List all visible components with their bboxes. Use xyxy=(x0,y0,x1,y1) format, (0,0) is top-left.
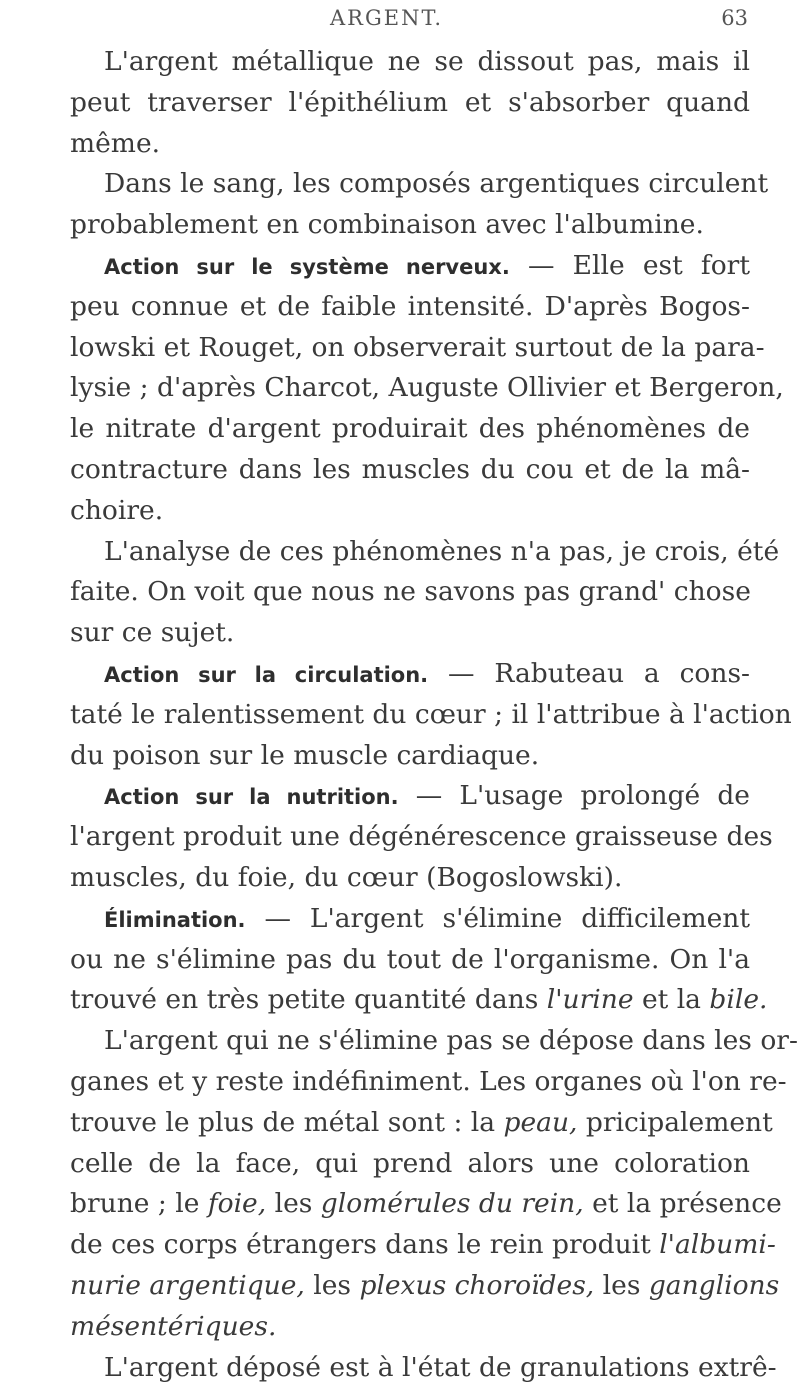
italic-term: plexus choroïdes, xyxy=(359,1270,594,1301)
line-text: peu connue et de faible intensité. D'après Bogos- xyxy=(70,291,750,322)
page-header xyxy=(0,6,800,36)
text-line xyxy=(70,817,750,858)
line-text: — L'usage prolongé de xyxy=(399,780,750,811)
line-text: celle de la face, qui prend alors une coloration xyxy=(70,1148,750,1179)
text-line xyxy=(70,124,750,165)
text-line xyxy=(70,164,750,205)
line-text: L'argent déposé est à l'état de granulations extrê- xyxy=(104,1352,777,1383)
text-line xyxy=(70,42,750,83)
section-heading: Action sur la circulation. xyxy=(104,663,428,687)
text-line xyxy=(70,450,750,491)
line-text: les xyxy=(266,1188,321,1219)
line-text: trouvé en très petite quantité dans xyxy=(70,984,547,1015)
italic-term: ganglions xyxy=(649,1270,779,1301)
text-line xyxy=(70,328,750,369)
text-line xyxy=(70,776,750,817)
line-text: même. xyxy=(70,128,160,159)
text-line xyxy=(70,1103,750,1144)
line-text: trouve le plus de métal sont : la xyxy=(70,1107,504,1138)
line-text: peut traverser l'épithélium et s'absorber quand xyxy=(70,87,750,118)
text-line xyxy=(70,572,750,613)
text-line xyxy=(70,1062,750,1103)
text-line xyxy=(70,1184,750,1225)
text-line xyxy=(70,532,750,573)
italic-term: l'urine xyxy=(547,984,634,1015)
line-text: L'argent qui ne s'élimine pas se dépose dans les or- xyxy=(104,1025,798,1056)
section-heading: Action sur le système nerveux. xyxy=(104,255,510,279)
italic-term: bile. xyxy=(709,984,767,1015)
line-text: probablement en combinaison avec l'albumine. xyxy=(70,209,704,240)
line-text: muscles, du foie, du cœur (Bogoslowski). xyxy=(70,862,622,893)
text-line xyxy=(70,695,750,736)
line-text: les xyxy=(594,1270,649,1301)
line-text: lowski et Rouget, on observerait surtout de la para- xyxy=(70,332,765,363)
line-text: — Elle est fort xyxy=(510,250,750,281)
text-line xyxy=(70,1307,750,1348)
line-text: et la présence xyxy=(584,1188,782,1219)
text-line xyxy=(70,1225,750,1266)
line-text: choire. xyxy=(70,495,163,526)
text-line xyxy=(70,1144,750,1185)
section-heading: Élimination. xyxy=(104,908,246,932)
italic-term: foie, xyxy=(208,1188,266,1219)
line-text: Dans le sang, les composés argentiques circulent xyxy=(104,168,768,199)
text-line xyxy=(70,940,750,981)
line-text: — Rabuteau a cons- xyxy=(428,658,750,689)
text-line xyxy=(70,1266,750,1307)
line-text: L'analyse de ces phénomènes n'a pas, je crois, été xyxy=(104,536,779,567)
italic-term: nurie argentique, xyxy=(70,1270,305,1301)
line-text: L'argent métallique ne se dissout pas, mais il xyxy=(104,46,750,77)
line-text: contracture dans les muscles du cou et de la mâ- xyxy=(70,454,750,485)
line-text: faite. On voit que nous ne savons pas grand' chose xyxy=(70,576,751,607)
running-title: ARGENT. xyxy=(330,6,443,30)
line-text: — L'argent s'élimine difficilement xyxy=(246,903,750,934)
line-text: les xyxy=(305,1270,360,1301)
text-line xyxy=(70,287,750,328)
body-text xyxy=(70,42,750,1388)
page-number: 63 xyxy=(721,6,748,30)
text-line xyxy=(70,409,750,450)
text-line xyxy=(70,83,750,124)
italic-term: l'albumi- xyxy=(659,1229,776,1260)
line-text: pricipalement xyxy=(577,1107,772,1138)
line-text: ou ne s'élimine pas du tout de l'organisme. On l'a xyxy=(70,944,750,975)
text-line xyxy=(70,654,750,695)
line-text: de ces corps étrangers dans le rein produit xyxy=(70,1229,659,1260)
text-line xyxy=(70,858,750,899)
italic-term: glomérules du rein, xyxy=(321,1188,584,1219)
text-line xyxy=(70,613,750,654)
line-text: brune ; le xyxy=(70,1188,208,1219)
line-text: sur ce sujet. xyxy=(70,617,234,648)
text-line xyxy=(70,899,750,940)
text-line xyxy=(70,1021,750,1062)
line-text: du poison sur le muscle cardiaque. xyxy=(70,740,539,771)
text-line xyxy=(70,980,750,1021)
text-line xyxy=(70,246,750,287)
line-text: lysie ; d'après Charcot, Auguste Ollivier et Bergeron, xyxy=(70,372,784,403)
italic-term: peau, xyxy=(504,1107,578,1138)
text-line xyxy=(70,1348,750,1388)
text-line xyxy=(70,736,750,777)
italic-term: mésentériques. xyxy=(70,1311,276,1342)
text-line xyxy=(70,368,750,409)
section-heading: Action sur la nutrition. xyxy=(104,785,399,809)
line-text: taté le ralentissement du cœur ; il l'attribue à l'action xyxy=(70,699,792,730)
line-text: ganes et y reste indéfiniment. Les organes où l'on re- xyxy=(70,1066,787,1097)
text-line xyxy=(70,491,750,532)
text-line xyxy=(70,205,750,246)
line-text: et la xyxy=(634,984,710,1015)
line-text: le nitrate d'argent produirait des phénomènes de xyxy=(70,413,750,444)
line-text: l'argent produit une dégénérescence graisseuse des xyxy=(70,821,773,852)
